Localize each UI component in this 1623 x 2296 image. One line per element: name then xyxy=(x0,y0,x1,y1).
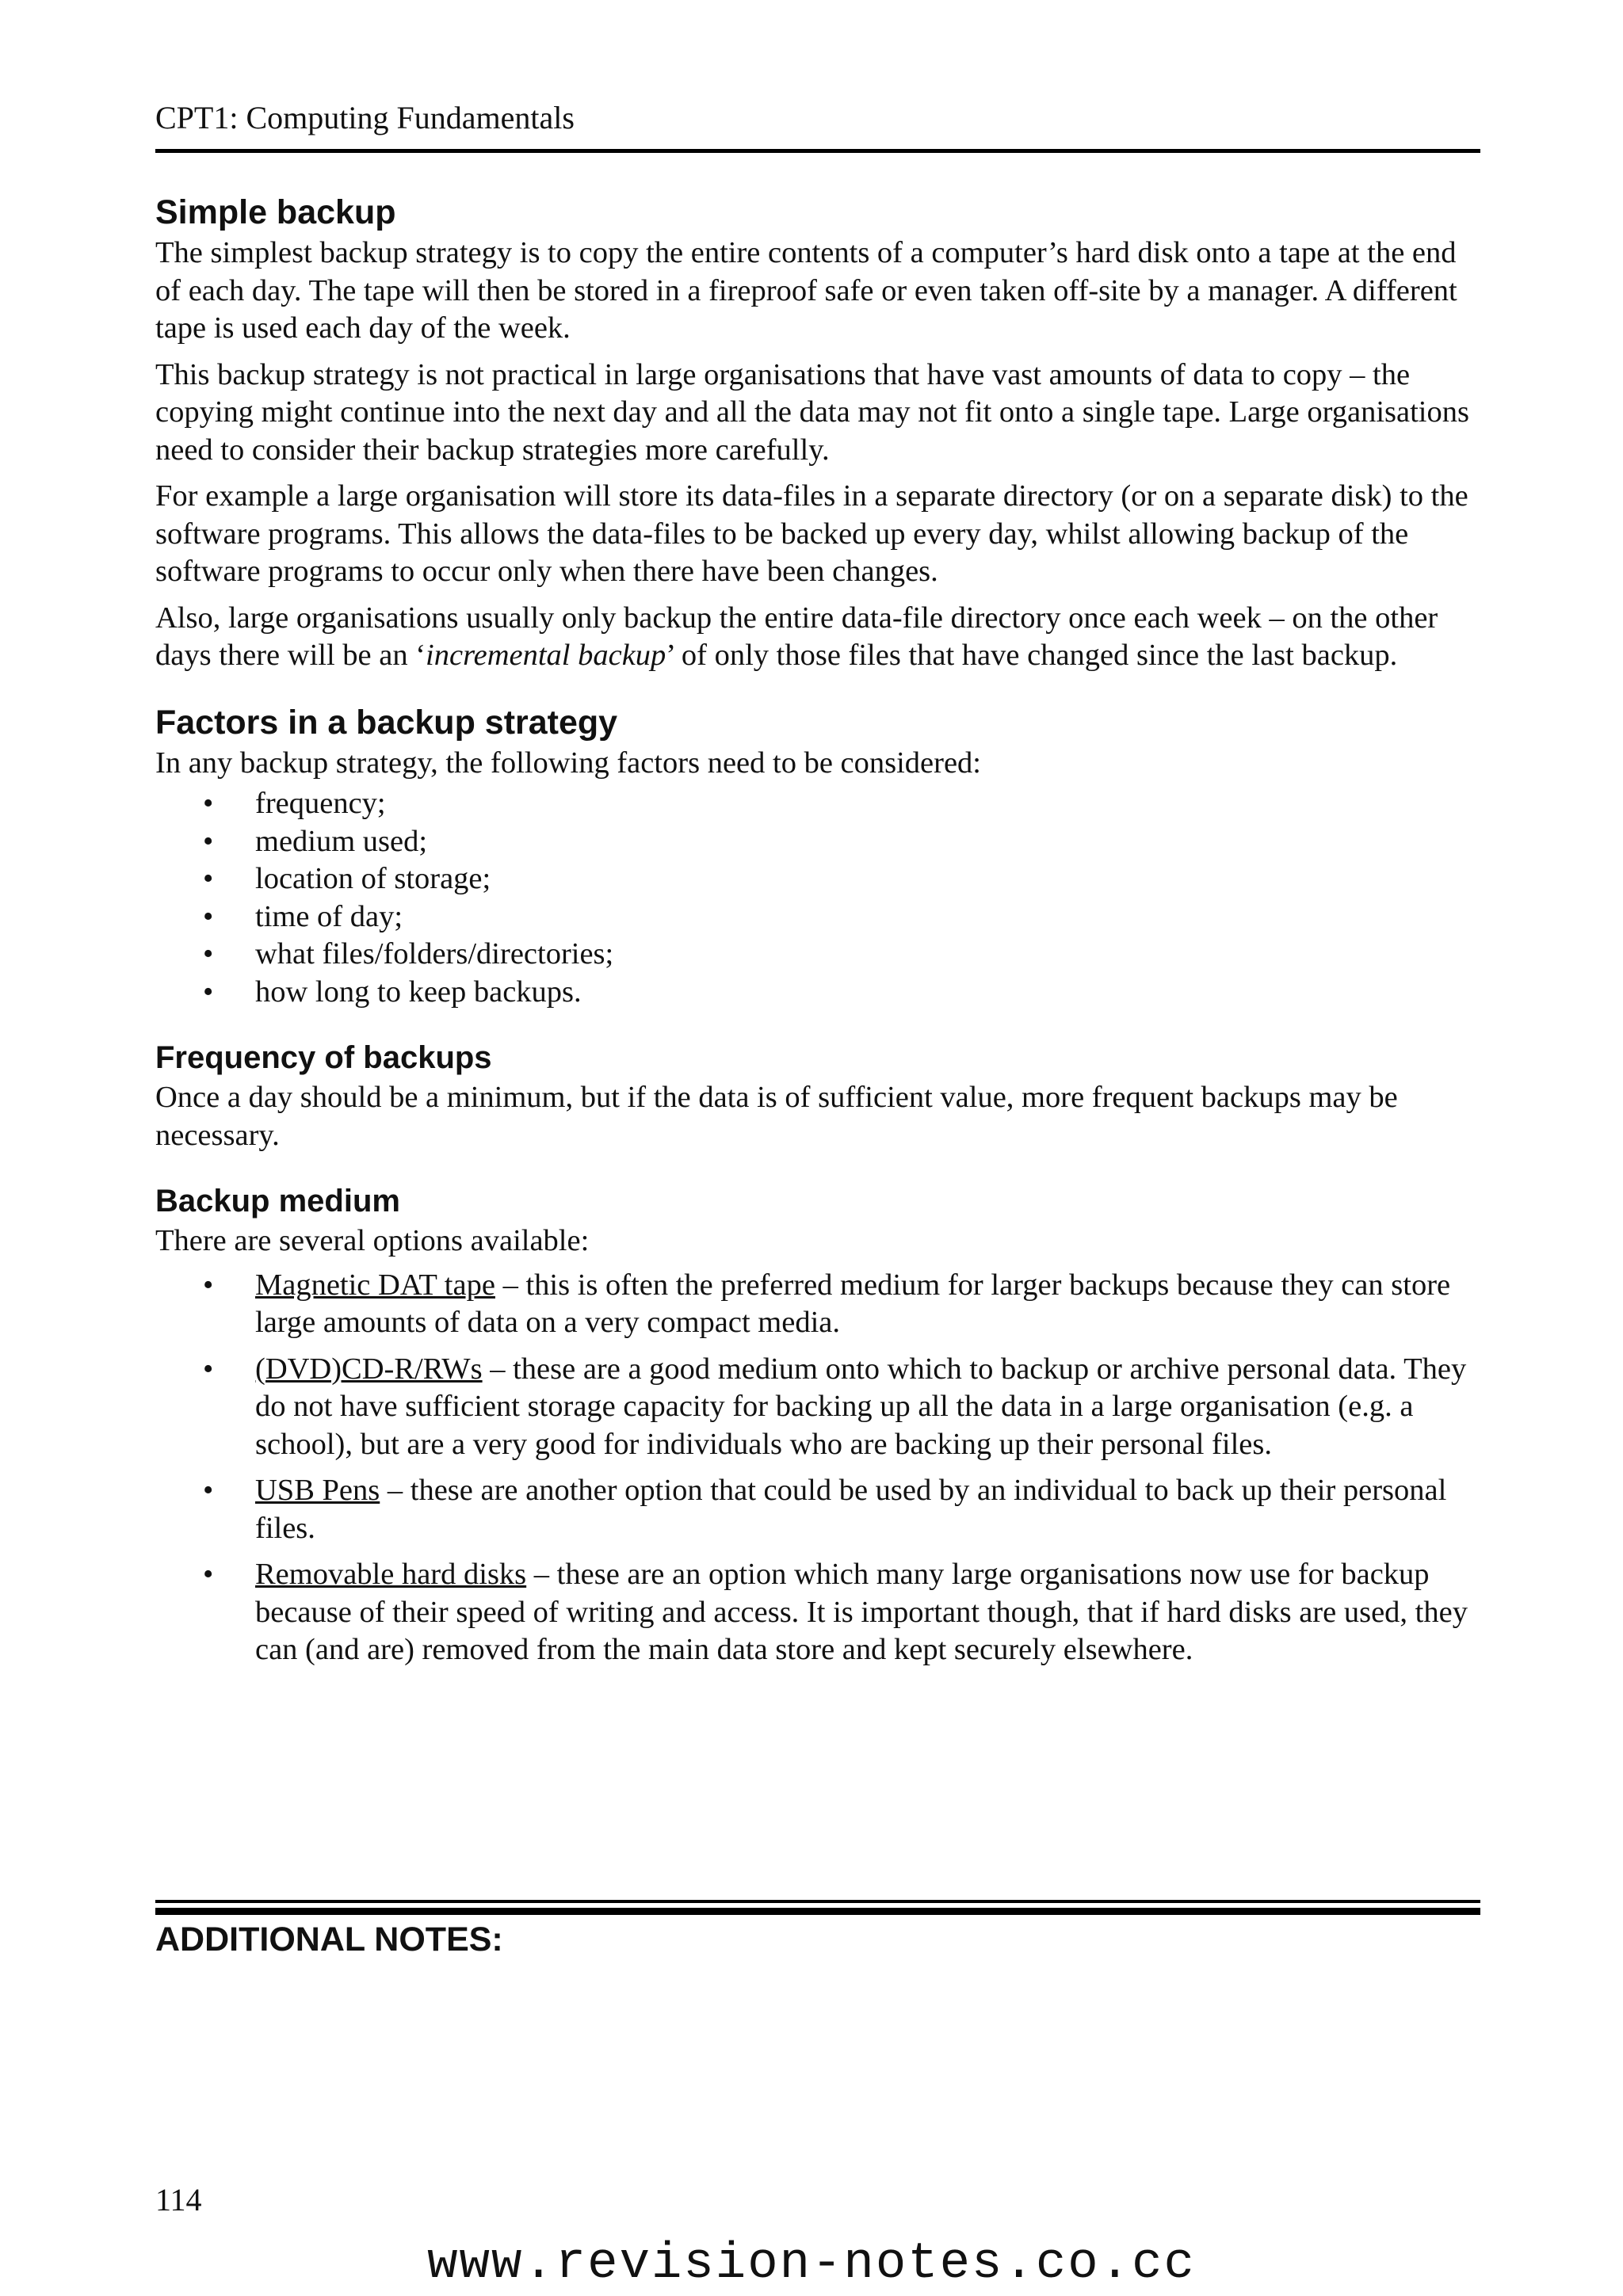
medium-description: – these are another option that could be used by an individual to back up their personal files. xyxy=(255,1474,1447,1545)
bullet-icon: • xyxy=(203,1474,214,1507)
heading-medium: Backup medium xyxy=(155,1184,400,1219)
paragraph: In any backup strategy, the following factors need to be considered: xyxy=(155,746,982,780)
list-item-text: what files/folders/directories; xyxy=(255,937,614,971)
paragraph: This backup strategy is not practical in large organisations that have vast amounts of data to copy – the copying might continue into the next day and all the data may not fit onto a single tape. Large organisations need to consider their backup strategies more carefully. xyxy=(155,357,1469,467)
notes-rule-thick xyxy=(155,1908,1480,1915)
heading-frequency: Frequency of backups xyxy=(155,1040,492,1075)
list-item xyxy=(155,936,1480,974)
list-item xyxy=(155,974,1480,1012)
list-item xyxy=(155,1472,1480,1547)
watermark: www.revision-notes.co.cc xyxy=(427,2236,1196,2293)
bullet-icon: • xyxy=(203,862,214,895)
text-run: Also, large organisations usually only backup the entire data-file directory once each week – on the other days there will be an ‘ xyxy=(155,601,1438,672)
bullet-icon: • xyxy=(203,787,214,820)
list-item-text: frequency; xyxy=(255,787,386,820)
running-header: CPT1: Computing Fundamentals xyxy=(155,100,575,135)
bullet-icon: • xyxy=(203,824,214,858)
factors-list xyxy=(155,785,1480,1011)
list-item xyxy=(155,785,1480,823)
bullet-icon: • xyxy=(203,1268,214,1302)
list-item-text: time of day; xyxy=(255,899,403,933)
bullet-icon: • xyxy=(203,1352,214,1386)
italic-term: incremental backup xyxy=(426,639,666,672)
medium-term: Magnetic DAT tape xyxy=(255,1268,495,1302)
medium-description: – these are a good medium onto which to backup or archive personal data. They do not have sufficient storage capacity for backing up all the data in a large organisation (e.g. a school), but are a very good for individuals who are backing up their personal files. xyxy=(255,1352,1467,1461)
paragraph: Once a day should be a minimum, but if the data is of sufficient value, more frequent backups may be necessary. xyxy=(155,1081,1398,1152)
medium-term: (DVD)CD-R/RWs xyxy=(255,1352,483,1386)
list-item-text: location of storage; xyxy=(255,862,491,895)
section-factors xyxy=(155,702,1480,1012)
notes-rule-thin xyxy=(155,1900,1480,1903)
additional-notes-heading: ADDITIONAL NOTES: xyxy=(155,1920,503,1958)
bullet-icon: • xyxy=(203,1558,214,1591)
header-rule xyxy=(155,149,1480,153)
text-run: ’ of only those files that have changed since the last backup. xyxy=(666,639,1398,672)
list-item xyxy=(155,1556,1480,1669)
list-item-text: medium used; xyxy=(255,824,428,858)
bullet-icon: • xyxy=(203,937,214,971)
paragraph xyxy=(155,600,1480,675)
heading-factors: Factors in a backup strategy xyxy=(155,703,618,742)
section-frequency xyxy=(155,1038,1480,1154)
section-simple-backup xyxy=(155,192,1480,675)
section-medium xyxy=(155,1181,1480,1669)
heading-simple-backup: Simple backup xyxy=(155,193,396,231)
list-item xyxy=(155,1267,1480,1342)
page-number: 114 xyxy=(155,2182,202,2218)
medium-description: – this is often the preferred medium for larger backups because they can store large amounts of data on a very compact media. xyxy=(255,1268,1451,1339)
medium-description: – these are an option which many large organisations now use for backup because of their speed of writing and access. It is important though, that if hard disks are used, they can (and are) removed from the main data store and kept securely elsewhere. xyxy=(255,1558,1468,1666)
bullet-icon: • xyxy=(203,899,214,933)
paragraph: There are several options available: xyxy=(155,1224,590,1257)
list-item xyxy=(155,898,1480,936)
medium-term: Removable hard disks xyxy=(255,1558,527,1591)
medium-list xyxy=(155,1267,1480,1669)
medium-term: USB Pens xyxy=(255,1474,380,1507)
paragraph: The simplest backup strategy is to copy the entire contents of a computer’s hard disk onto a tape at the end of each day. The tape will then be stored in a fireproof safe or even taken off-site by a manager. A different tape is used each day of the week. xyxy=(155,236,1457,345)
list-item-text: how long to keep backups. xyxy=(255,974,582,1009)
page-content xyxy=(155,192,1480,1696)
bullet-icon: • xyxy=(203,974,214,1009)
list-item xyxy=(155,823,1480,861)
list-item xyxy=(155,860,1480,898)
paragraph: For example a large organisation will store its data-files in a separate directory (or on a separate disk) to the software programs. This allows the data-files to be backed up every day, whilst allowing backup of the software programs to occur only when there have been changes. xyxy=(155,479,1468,588)
list-item xyxy=(155,1351,1480,1464)
